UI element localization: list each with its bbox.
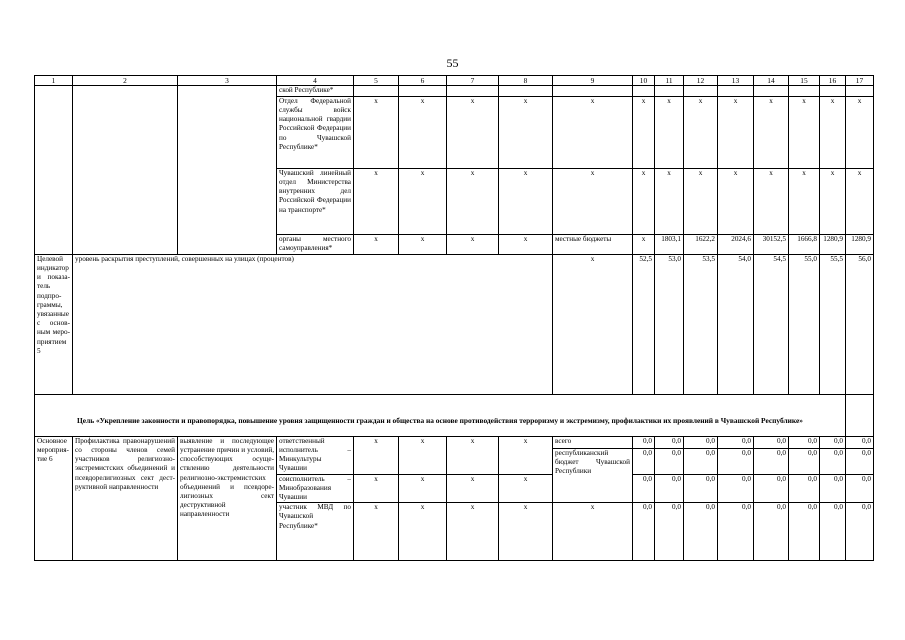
value-cell: 0,0 <box>655 503 684 561</box>
value-cell: 0,0 <box>820 474 846 503</box>
header-cell: 16 <box>820 76 846 86</box>
value-cell: x <box>553 254 633 394</box>
value-cell: x <box>399 503 447 561</box>
goal-row <box>35 394 874 436</box>
header-cell: 2 <box>73 76 178 86</box>
header-cell: 1 <box>35 76 73 86</box>
executor-cell: органы местного самоуправления* <box>277 234 354 254</box>
value-cell: 0,0 <box>633 436 655 448</box>
value-cell: 0,0 <box>820 436 846 448</box>
header-cell: 11 <box>655 76 684 86</box>
value-cell: 54,5 <box>754 254 789 394</box>
funding-source-cell: всего <box>553 436 633 448</box>
page-number: 55 <box>446 56 459 70</box>
value-cell: x <box>499 436 553 474</box>
budget-table <box>34 75 874 561</box>
value-cell: 0,0 <box>655 448 684 474</box>
header-cell: 12 <box>684 76 718 86</box>
value-cell: 0,0 <box>789 436 820 448</box>
header-cell: 14 <box>754 76 789 86</box>
executor-cell: Чувашский линейный отдел Министерства внутренних дел Российской Федерации на транспорте* <box>277 168 354 234</box>
empty-cell <box>35 86 73 254</box>
value-cell: 0,0 <box>633 448 655 474</box>
value-cell: x <box>447 96 499 168</box>
value-cell: 0,0 <box>789 448 820 474</box>
value-cell: 0,0 <box>846 436 874 448</box>
header-cell: 10 <box>633 76 655 86</box>
event-number-cell: Основное мероприятие 6 <box>35 436 73 561</box>
value-cell: x <box>499 474 553 503</box>
value-cell: 55,0 <box>789 254 820 394</box>
value-cell: 54,0 <box>718 254 754 394</box>
executor-cell: ской Республике* <box>277 86 354 96</box>
value-cell: x <box>846 96 874 168</box>
value-cell: 1280,9 <box>820 234 846 254</box>
indicator-text: уровень раскрытия преступлений, совершенных на улицах (процентов) <box>73 254 553 394</box>
goal-heading: Цель «Укрепление законности и правопорядка, повышение уровня защищенности граждан и общества на основе противодействия терроризму и экстремизму, профилактики их проявлений в Чувашской Республике» <box>35 394 846 436</box>
executor-cell: ответственный исполнитель – Минкультуры Чувашии <box>277 436 354 474</box>
value-cell: x <box>846 168 874 234</box>
value-cell: x <box>789 168 820 234</box>
header-cell: 17 <box>846 76 874 86</box>
value-cell: x <box>684 96 718 168</box>
value-cell: x <box>655 168 684 234</box>
value-cell: x <box>399 168 447 234</box>
value-cell: x <box>447 168 499 234</box>
value-cell: x <box>354 436 399 474</box>
funding-source-cell: местные бюджеты <box>553 234 633 254</box>
value-cell: 1280,9 <box>846 234 874 254</box>
executor-cell: участник МВД по Чувашской Республике* <box>277 503 354 561</box>
value-cell: 0,0 <box>820 448 846 474</box>
value-cell: x <box>633 96 655 168</box>
value-cell: 0,0 <box>789 474 820 503</box>
value-cell: 0,0 <box>684 474 718 503</box>
value-cell: 1622,2 <box>684 234 718 254</box>
value-cell: x <box>633 234 655 254</box>
value-cell: x <box>820 96 846 168</box>
value-cell: 0,0 <box>754 503 789 561</box>
value-cell: x <box>754 168 789 234</box>
value-cell: 0,0 <box>718 436 754 448</box>
value-cell: 53,5 <box>684 254 718 394</box>
indicator-row <box>35 254 874 394</box>
value-cell: 0,0 <box>633 503 655 561</box>
value-cell: x <box>399 436 447 474</box>
value-cell: 0,0 <box>655 436 684 448</box>
value-cell: 0,0 <box>754 474 789 503</box>
value-cell: 0,0 <box>820 503 846 561</box>
value-cell: x <box>354 168 399 234</box>
header-cell: 8 <box>499 76 553 86</box>
value-cell: 0,0 <box>846 503 874 561</box>
header-cell: 13 <box>718 76 754 86</box>
empty-cell <box>178 86 277 254</box>
indicator-label: Целевой индикатор и показатель подпрограммы, увязанные с основным мероприятием 5 <box>35 254 73 394</box>
value-cell: 0,0 <box>789 503 820 561</box>
value-cell: x <box>447 474 499 503</box>
value-cell: x <box>633 168 655 234</box>
column-number-row <box>35 76 874 86</box>
value-cell: 53,0 <box>655 254 684 394</box>
executor-cell: Отдел Федеральной службы войск национальной гвардии Российской Федерации по Чувашской Республике* <box>277 96 354 168</box>
value-cell: x <box>354 474 399 503</box>
header-cell: 5 <box>354 76 399 86</box>
value-cell: 30152,5 <box>754 234 789 254</box>
value-cell: 0,0 <box>754 436 789 448</box>
value-cell: x <box>354 234 399 254</box>
header-cell: 15 <box>789 76 820 86</box>
value-cell: 0,0 <box>846 474 874 503</box>
value-cell: 2024,6 <box>718 234 754 254</box>
value-cell: x <box>754 96 789 168</box>
value-cell: 0,0 <box>655 474 684 503</box>
value-cell: x <box>499 96 553 168</box>
value-cell: x <box>399 474 447 503</box>
value-cell: 55,5 <box>820 254 846 394</box>
value-cell: x <box>553 96 633 168</box>
value-cell: x <box>820 168 846 234</box>
executor-cell: соисполнитель – Минобразования Чувашии <box>277 474 354 503</box>
value-cell: x <box>684 168 718 234</box>
value-cell: 0,0 <box>846 448 874 474</box>
empty-cell <box>73 86 178 254</box>
value-cell: 0,0 <box>718 448 754 474</box>
value-cell: x <box>447 503 499 561</box>
value-cell: 56,0 <box>846 254 874 394</box>
funding-source-cell: x <box>553 503 633 561</box>
value-cell: x <box>354 503 399 561</box>
empty-cell <box>846 394 874 436</box>
value-cell: x <box>499 503 553 561</box>
funding-source-cell: республиканский бюджет Чувашской Республики <box>553 448 633 503</box>
value-cell: x <box>499 234 553 254</box>
value-cell: x <box>553 168 633 234</box>
value-cell: 1666,8 <box>789 234 820 254</box>
value-cell: 0,0 <box>684 503 718 561</box>
value-cell: x <box>447 436 499 474</box>
value-cell: 0,0 <box>633 474 655 503</box>
value-cell: x <box>399 96 447 168</box>
value-cell: 0,0 <box>684 436 718 448</box>
value-cell: x <box>447 234 499 254</box>
header-cell: 9 <box>553 76 633 86</box>
event-purpose-cell: выявление и последующее устранение причин и условий, способствующих осуществлению деятельности религиозно-экстремистских объединений и псевдорелигиозных сект деструктивной направленности <box>178 436 277 561</box>
value-cell: x <box>499 168 553 234</box>
header-cell: 7 <box>447 76 499 86</box>
table-row <box>35 86 874 96</box>
header-cell: 4 <box>277 76 354 86</box>
value-cell: 0,0 <box>718 503 754 561</box>
value-cell: x <box>399 234 447 254</box>
value-cell: 0,0 <box>684 448 718 474</box>
value-cell: 0,0 <box>718 474 754 503</box>
value-cell: x <box>718 168 754 234</box>
value-cell: 0,0 <box>754 448 789 474</box>
value-cell: 52,5 <box>633 254 655 394</box>
table-row <box>35 436 874 448</box>
header-cell: 3 <box>178 76 277 86</box>
value-cell: 1803,1 <box>655 234 684 254</box>
value-cell: x <box>718 96 754 168</box>
header-cell: 6 <box>399 76 447 86</box>
value-cell: x <box>354 96 399 168</box>
value-cell: x <box>789 96 820 168</box>
event-name-cell: Профилактика правонарушений со стороны членов семей участников религиозно-экстремистских объединений и псевдорелигиозных сект деструктивной направленности <box>73 436 178 561</box>
value-cell: x <box>655 96 684 168</box>
